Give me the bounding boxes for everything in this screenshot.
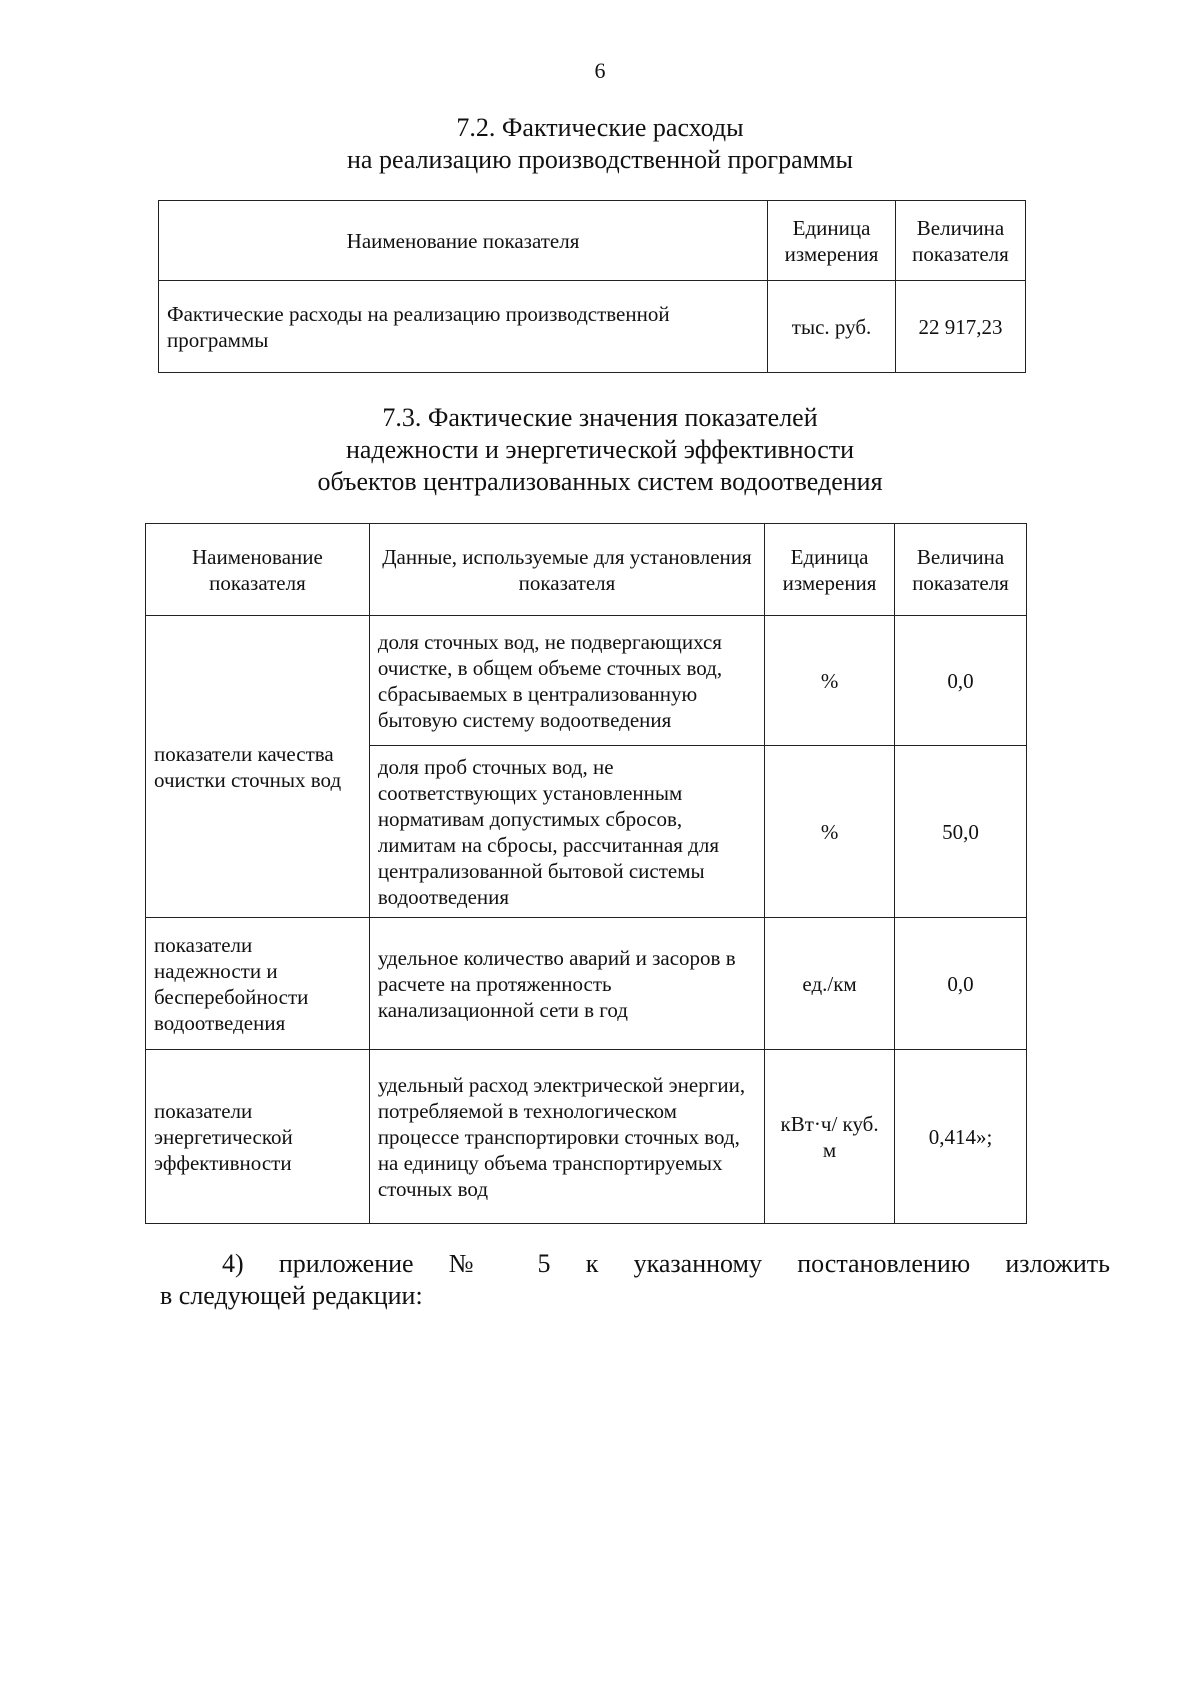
section-7-3-title — [0, 402, 1200, 498]
unit-cell: % — [765, 616, 895, 746]
amendment-paragraph — [160, 1248, 1110, 1312]
unit-cell: кВт·ч/ куб. м — [765, 1050, 895, 1224]
group-name-cell: показатели надежности и бесперебойности водоотведения — [146, 918, 370, 1050]
header-indicator-name: Наименование показателя — [146, 524, 370, 616]
paragraph-line: в следующей редакции: — [160, 1281, 423, 1310]
value-cell: 0,0 — [895, 918, 1027, 1050]
actual-expenses-table — [158, 200, 1026, 373]
header-unit: Единица измерения — [768, 201, 896, 281]
paragraph-line: 4) приложение № 5 к указанному постановлению изложить — [222, 1249, 1110, 1278]
data-cell: доля сточных вод, не подвергающихся очистке, в общем объеме сточных вод, сбрасываемых в централизованную бытовую систему водоотведения — [369, 616, 764, 746]
header-unit: Единица измерения — [765, 524, 895, 616]
data-cell: удельное количество аварий и засоров в расчете на протяженность канализационной сети в год — [369, 918, 764, 1050]
value-cell: 50,0 — [895, 746, 1027, 918]
section-7-3-title-line: объектов централизованных систем водоотведения — [317, 467, 883, 496]
header-value: Величина показателя — [896, 201, 1026, 281]
expenses-name-cell: Фактические расходы на реализацию производственной программы — [159, 281, 768, 373]
data-cell: доля проб сточных вод, не соответствующих установленным нормативам допустимых сбросов, лимитам на сбросы, рассчитанная для централизованной бытовой системы водоотведения — [369, 746, 764, 918]
header-value: Величина показателя — [895, 524, 1027, 616]
table-row — [146, 616, 1027, 746]
expenses-value-cell: 22 917,23 — [896, 281, 1026, 373]
unit-cell: ед./км — [765, 918, 895, 1050]
data-cell: удельный расход электрической энергии, потребляемой в технологическом процессе транспортировки сточных вод, на единицу объема транспортируемых сточных вод — [369, 1050, 764, 1224]
page-number: 6 — [594, 58, 606, 83]
section-7-3-title-line: 7.3. Фактические значения показателей — [382, 403, 818, 432]
value-cell: 0,0 — [895, 616, 1027, 746]
header-indicator-name: Наименование показателя — [159, 201, 768, 281]
reliability-efficiency-table — [145, 523, 1027, 1224]
group-name-cell: показатели энергетической эффективности — [146, 1050, 370, 1224]
section-7-2-title — [0, 112, 1200, 176]
value-cell: 0,414»; — [895, 1050, 1027, 1224]
unit-cell: % — [765, 746, 895, 918]
expenses-unit-cell: тыс. руб. — [768, 281, 896, 373]
section-7-2-title-line: 7.2. Фактические расходы — [456, 113, 744, 142]
section-7-3-title-line: надежности и энергетической эффективности — [345, 435, 855, 464]
header-data-used: Данные, используемые для установления показателя — [369, 524, 764, 616]
table-row — [146, 918, 1027, 1050]
section-7-2-title-line: на реализацию производственной программы — [346, 145, 853, 174]
table-row — [146, 1050, 1027, 1224]
group-name-cell: показатели качества очистки сточных вод — [146, 616, 370, 918]
